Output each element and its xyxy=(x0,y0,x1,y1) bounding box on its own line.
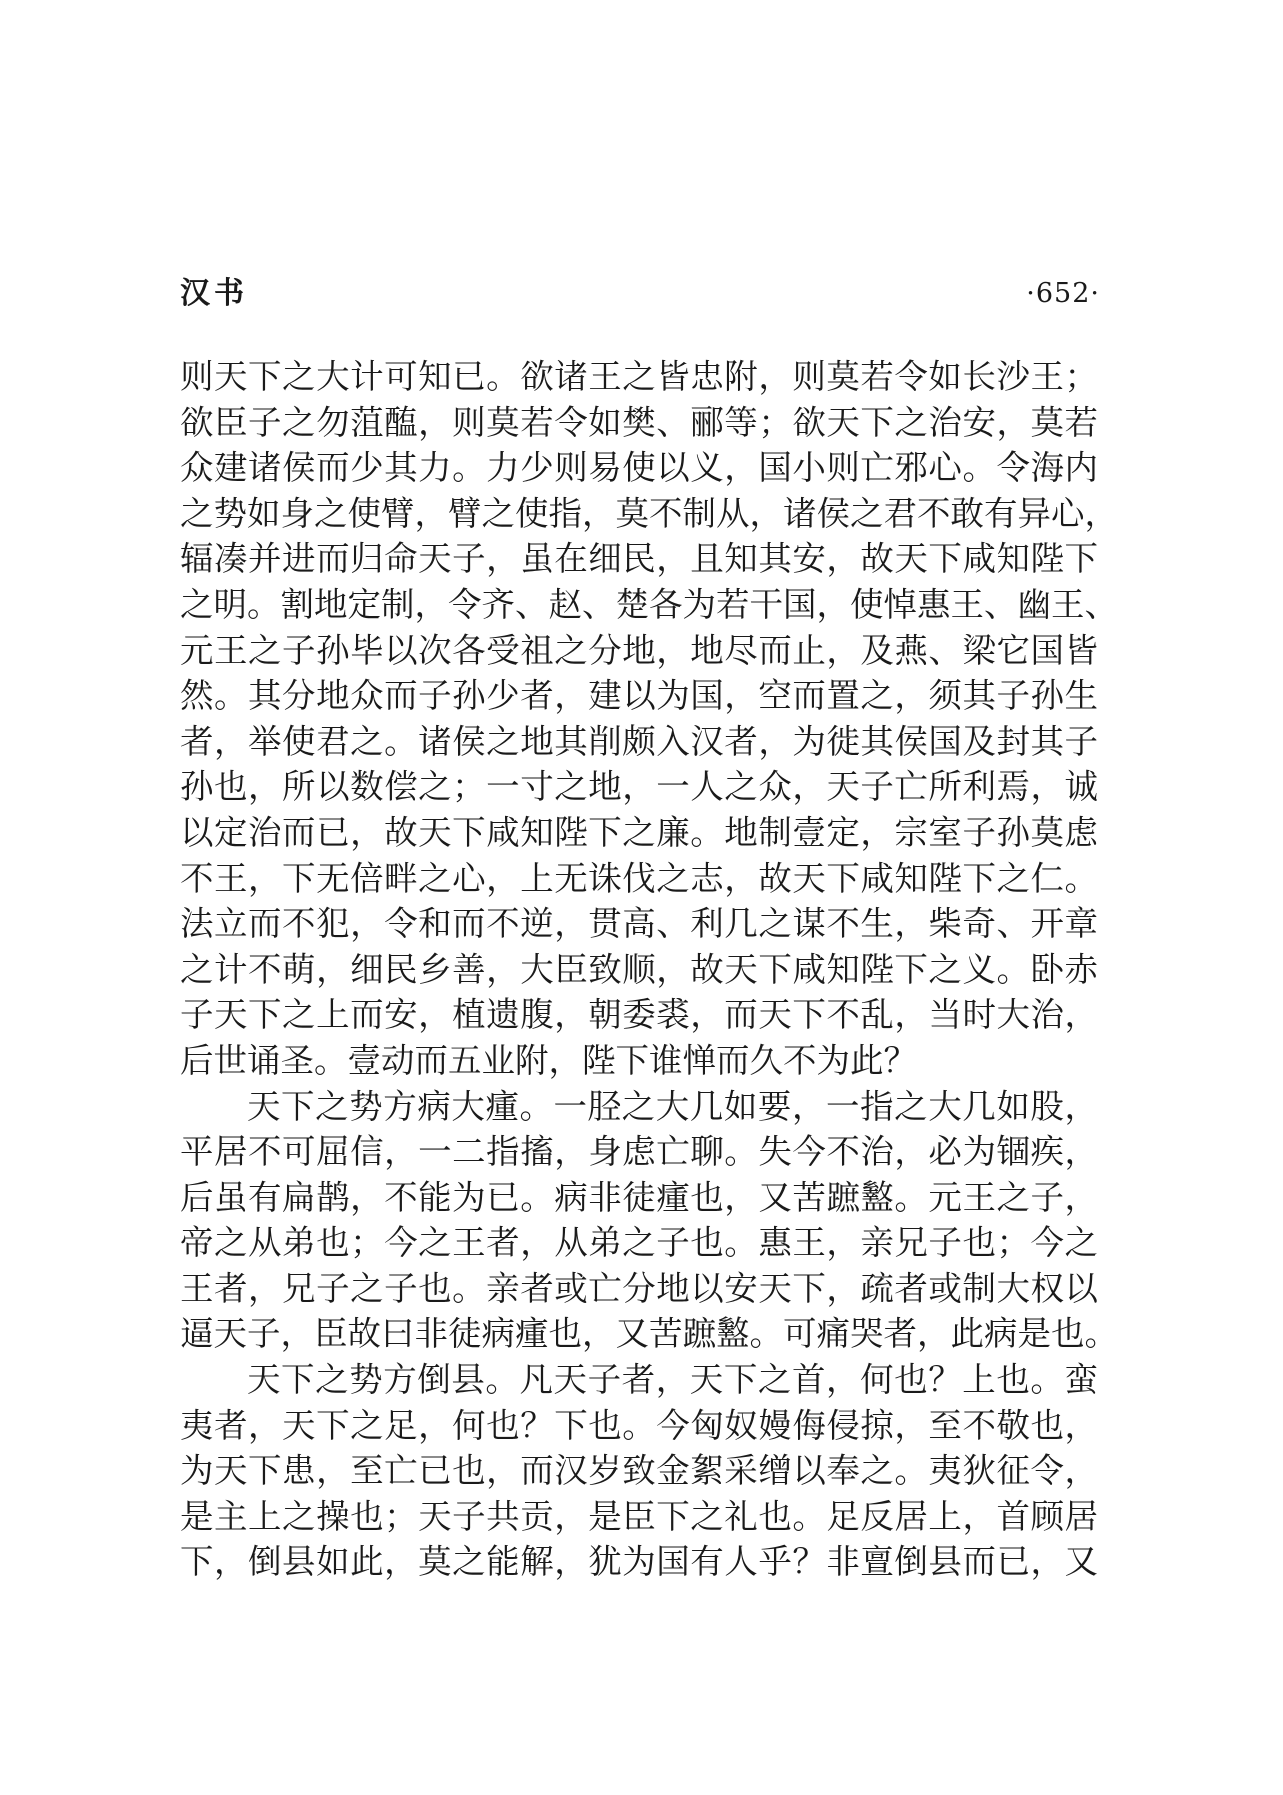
text-line: 然。其分地众而子孙少者，建以为国，空而置之，须其子孙生 xyxy=(180,676,1098,716)
text-line: 者，举使君之。诸侯之地其削颇入汉者，为徙其侯国及封其子 xyxy=(180,721,1098,761)
text-line: 子天下之上而安，植遗腹，朝委裘，而天下不乱，当时大治， xyxy=(180,995,1098,1035)
text-line: 不王，下无倍畔之心，上无诛伐之志，故天下咸知陛下之仁。 xyxy=(180,858,1098,898)
book-title: 汉书 xyxy=(180,276,248,311)
text-line: 法立而不犯，令和而不逆，贯高、利几之谋不生，柴奇、开章 xyxy=(180,904,1098,944)
text-line: 孙也，所以数偿之；一寸之地，一人之众，天子亡所利焉，诚 xyxy=(180,767,1098,807)
running-head xyxy=(180,274,1100,314)
text-line: 元王之子孙毕以次各受祖之分地，地尽而止，及燕、梁它国皆 xyxy=(180,630,1098,670)
text-line: 为天下患，至亡已也，而汉岁致金絮采缯以奉之。夷狄征令， xyxy=(180,1451,1098,1491)
text-line: 众建诸侯而少其力。力少则易使以义，国小则亡邪心。令海内 xyxy=(180,448,1098,488)
paragraph-first-line: 天下之势方病大瘇。一胫之大几如要，一指之大几如股， xyxy=(247,1086,1098,1126)
text-line: 欲臣子之勿菹醢，则莫若令如樊、郦等；欲天下之治安，莫若 xyxy=(180,402,1098,442)
text-line: 逼天子，臣故曰非徒病瘇也，又苦蹠盭。可痛哭者，此病是也。 xyxy=(180,1314,1118,1354)
text-line: 后虽有扁鹊，不能为已。病非徒瘇也，又苦蹠盭。元王之子， xyxy=(180,1177,1098,1217)
text-line: 是主上之操也；天子共贡，是臣下之礼也。足反居上，首顾居 xyxy=(180,1496,1098,1536)
text-line: 之计不萌，细民乡善，大臣致顺，故天下咸知陛下之义。卧赤 xyxy=(180,949,1098,989)
text-line: 以定治而已，故天下咸知陛下之廉。地制壹定，宗室子孙莫虑 xyxy=(180,812,1098,852)
page-number: ·652· xyxy=(1026,278,1100,309)
text-line: 之明。割地定制，令齐、赵、楚各为若干国，使悼惠王、幽王、 xyxy=(180,584,1118,624)
body-text xyxy=(180,354,1118,1585)
text-line: 平居不可屈信，一二指搐，身虑亡聊。失今不治，必为锢疾， xyxy=(180,1132,1098,1172)
text-line: 下，倒县如此，莫之能解，犹为国有人乎？非亶倒县而已，又 xyxy=(180,1542,1098,1582)
text-line: 夷者，天下之足，何也？下也。今匈奴嫚侮侵掠，至不敬也， xyxy=(180,1405,1098,1445)
text-line: 帝之从弟也；今之王者，从弟之子也。惠王，亲兄子也；今之 xyxy=(180,1223,1098,1263)
text-line: 后世诵圣。壹动而五业附，陛下谁惮而久不为此？ xyxy=(180,1040,917,1080)
paragraph-first-line: 天下之势方倒县。凡天子者，天下之首，何也？上也。蛮 xyxy=(247,1360,1098,1400)
text-line: 则天下之大计可知已。欲诸王之皆忠附，则莫若令如长沙王； xyxy=(180,357,1098,396)
text-line: 辐凑并进而归命天子，虽在细民，且知其安，故天下咸知陛下 xyxy=(180,539,1098,579)
text-line: 之势如身之使臂，臂之使指，莫不制从，诸侯之君不敢有异心， xyxy=(180,493,1118,533)
text-line: 王者，兄子之子也。亲者或亡分地以安天下，疏者或制大权以 xyxy=(180,1268,1098,1308)
